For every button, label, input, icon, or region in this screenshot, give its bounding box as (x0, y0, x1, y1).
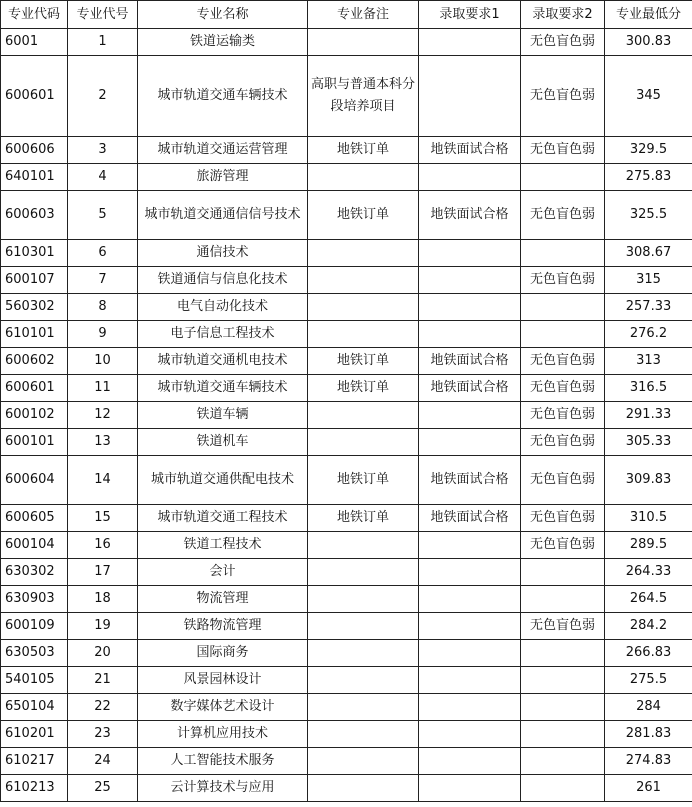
cell-requirement-2: 无色盲色弱 (521, 375, 605, 402)
cell-requirement-1 (419, 613, 521, 640)
cell-major-code: 6001 (1, 29, 68, 56)
cell-major-number: 24 (68, 748, 138, 775)
cell-major-note (308, 429, 419, 456)
cell-major-name: 城市轨道交通供配电技术 (138, 456, 308, 505)
cell-major-code: 600603 (1, 191, 68, 240)
cell-major-name: 数字媒体艺术设计 (138, 694, 308, 721)
cell-major-code: 600104 (1, 532, 68, 559)
header-row (1, 1, 692, 29)
cell-requirement-2: 无色盲色弱 (521, 429, 605, 456)
cell-requirement-2 (521, 640, 605, 667)
cell-major-number: 2 (68, 56, 138, 137)
cell-major-name: 物流管理 (138, 586, 308, 613)
table-row (1, 667, 692, 694)
cell-min-score: 345 (605, 56, 692, 137)
cell-requirement-2 (521, 164, 605, 191)
cell-major-code: 600107 (1, 267, 68, 294)
cell-requirement-1 (419, 775, 521, 802)
cell-major-note (308, 402, 419, 429)
table-row (1, 586, 692, 613)
cell-major-number: 16 (68, 532, 138, 559)
cell-requirement-2: 无色盲色弱 (521, 29, 605, 56)
header-major-note: 专业备注 (308, 1, 419, 29)
table-row (1, 375, 692, 402)
cell-min-score: 281.83 (605, 721, 692, 748)
header-major-number: 专业代号 (68, 1, 138, 29)
cell-major-note (308, 559, 419, 586)
cell-requirement-1 (419, 586, 521, 613)
cell-requirement-1 (419, 294, 521, 321)
cell-requirement-1: 地铁面试合格 (419, 191, 521, 240)
cell-min-score: 313 (605, 348, 692, 375)
cell-requirement-2: 无色盲色弱 (521, 267, 605, 294)
cell-major-name: 会计 (138, 559, 308, 586)
cell-major-name: 城市轨道交通车辆技术 (138, 375, 308, 402)
cell-major-number: 10 (68, 348, 138, 375)
cell-major-name: 城市轨道交通车辆技术 (138, 56, 308, 137)
cell-requirement-2 (521, 748, 605, 775)
cell-major-note (308, 613, 419, 640)
cell-min-score: 276.2 (605, 321, 692, 348)
cell-min-score: 316.5 (605, 375, 692, 402)
cell-major-code: 610213 (1, 775, 68, 802)
cell-min-score: 261 (605, 775, 692, 802)
cell-major-name: 通信技术 (138, 240, 308, 267)
cell-min-score: 325.5 (605, 191, 692, 240)
cell-min-score: 264.5 (605, 586, 692, 613)
cell-requirement-2: 无色盲色弱 (521, 402, 605, 429)
header-major-name: 专业名称 (138, 1, 308, 29)
cell-major-code: 610201 (1, 721, 68, 748)
cell-major-note: 地铁订单 (308, 348, 419, 375)
cell-major-number: 19 (68, 613, 138, 640)
cell-major-code: 600109 (1, 613, 68, 640)
cell-major-number: 14 (68, 456, 138, 505)
cell-major-name: 城市轨道交通工程技术 (138, 505, 308, 532)
cell-major-name: 城市轨道交通通信信号技术 (138, 191, 308, 240)
cell-requirement-2 (521, 586, 605, 613)
cell-major-number: 15 (68, 505, 138, 532)
table-row (1, 429, 692, 456)
table-row (1, 721, 692, 748)
table-row (1, 267, 692, 294)
cell-major-note (308, 775, 419, 802)
cell-requirement-2 (521, 721, 605, 748)
cell-major-code: 600604 (1, 456, 68, 505)
cell-major-code: 650104 (1, 694, 68, 721)
cell-requirement-1 (419, 321, 521, 348)
cell-min-score: 266.83 (605, 640, 692, 667)
cell-requirement-1 (419, 240, 521, 267)
cell-major-name: 铁道工程技术 (138, 532, 308, 559)
table-row (1, 613, 692, 640)
cell-requirement-2: 无色盲色弱 (521, 56, 605, 137)
cell-min-score: 305.33 (605, 429, 692, 456)
cell-requirement-2 (521, 294, 605, 321)
cell-min-score: 300.83 (605, 29, 692, 56)
cell-major-number: 6 (68, 240, 138, 267)
cell-requirement-1 (419, 429, 521, 456)
table-row (1, 348, 692, 375)
cell-min-score: 309.83 (605, 456, 692, 505)
cell-major-number: 23 (68, 721, 138, 748)
table-row (1, 532, 692, 559)
cell-major-number: 8 (68, 294, 138, 321)
cell-major-name: 城市轨道交通运营管理 (138, 137, 308, 164)
cell-major-name: 电子信息工程技术 (138, 321, 308, 348)
cell-major-name: 云计算技术与应用 (138, 775, 308, 802)
cell-major-note (308, 240, 419, 267)
cell-requirement-1 (419, 640, 521, 667)
cell-major-code: 600601 (1, 375, 68, 402)
table-row (1, 294, 692, 321)
cell-major-code: 600606 (1, 137, 68, 164)
table-row (1, 559, 692, 586)
cell-min-score: 315 (605, 267, 692, 294)
cell-min-score: 310.5 (605, 505, 692, 532)
cell-major-number: 20 (68, 640, 138, 667)
table-row (1, 694, 692, 721)
cell-requirement-1 (419, 694, 521, 721)
cell-major-number: 11 (68, 375, 138, 402)
cell-major-number: 13 (68, 429, 138, 456)
cell-requirement-2: 无色盲色弱 (521, 532, 605, 559)
cell-major-note: 地铁订单 (308, 375, 419, 402)
cell-major-note: 地铁订单 (308, 505, 419, 532)
cell-major-name: 国际商务 (138, 640, 308, 667)
cell-major-code: 560302 (1, 294, 68, 321)
cell-requirement-2: 无色盲色弱 (521, 191, 605, 240)
cell-major-code: 600101 (1, 429, 68, 456)
cell-requirement-2: 无色盲色弱 (521, 137, 605, 164)
cell-requirement-1: 地铁面试合格 (419, 348, 521, 375)
cell-major-code: 600605 (1, 505, 68, 532)
table-row (1, 321, 692, 348)
table-row (1, 137, 692, 164)
table-row (1, 164, 692, 191)
cell-requirement-2 (521, 321, 605, 348)
cell-requirement-1 (419, 559, 521, 586)
cell-major-name: 铁道机车 (138, 429, 308, 456)
cell-major-note: 高职与普通本科分段培养项目 (308, 56, 419, 137)
table-row (1, 191, 692, 240)
cell-min-score: 275.83 (605, 164, 692, 191)
cell-major-note: 地铁订单 (308, 191, 419, 240)
cell-major-name: 铁道通信与信息化技术 (138, 267, 308, 294)
cell-major-number: 7 (68, 267, 138, 294)
cell-requirement-2 (521, 775, 605, 802)
table-row (1, 456, 692, 505)
cell-major-number: 18 (68, 586, 138, 613)
cell-major-name: 风景园林设计 (138, 667, 308, 694)
cell-major-note (308, 694, 419, 721)
cell-min-score: 257.33 (605, 294, 692, 321)
cell-major-number: 9 (68, 321, 138, 348)
cell-major-number: 3 (68, 137, 138, 164)
cell-min-score: 289.5 (605, 532, 692, 559)
header-requirement-1: 录取要求1 (419, 1, 521, 29)
cell-major-code: 600102 (1, 402, 68, 429)
cell-major-name: 铁道运输类 (138, 29, 308, 56)
cell-major-code: 540105 (1, 667, 68, 694)
cell-major-number: 22 (68, 694, 138, 721)
cell-requirement-2 (521, 240, 605, 267)
cell-requirement-1 (419, 402, 521, 429)
cell-major-name: 电气自动化技术 (138, 294, 308, 321)
header-requirement-2: 录取要求2 (521, 1, 605, 29)
cell-major-note (308, 748, 419, 775)
cell-min-score: 274.83 (605, 748, 692, 775)
table-row (1, 240, 692, 267)
cell-requirement-2: 无色盲色弱 (521, 613, 605, 640)
cell-major-number: 21 (68, 667, 138, 694)
cell-major-note (308, 667, 419, 694)
cell-major-code: 600601 (1, 56, 68, 137)
cell-requirement-1 (419, 56, 521, 137)
cell-major-note (308, 267, 419, 294)
cell-major-number: 4 (68, 164, 138, 191)
cell-requirement-1 (419, 748, 521, 775)
cell-major-note (308, 294, 419, 321)
table-row (1, 775, 692, 802)
cell-min-score: 275.5 (605, 667, 692, 694)
cell-major-note: 地铁订单 (308, 137, 419, 164)
cell-major-name: 铁道车辆 (138, 402, 308, 429)
cell-min-score: 264.33 (605, 559, 692, 586)
cell-requirement-1: 地铁面试合格 (419, 456, 521, 505)
cell-major-name: 计算机应用技术 (138, 721, 308, 748)
cell-major-code: 630903 (1, 586, 68, 613)
cell-major-code: 610101 (1, 321, 68, 348)
table-row (1, 56, 692, 137)
cell-major-code: 630503 (1, 640, 68, 667)
cell-major-number: 25 (68, 775, 138, 802)
cell-major-code: 640101 (1, 164, 68, 191)
cell-major-note (308, 532, 419, 559)
cell-requirement-2: 无色盲色弱 (521, 505, 605, 532)
cell-major-name: 城市轨道交通机电技术 (138, 348, 308, 375)
cell-major-code: 610217 (1, 748, 68, 775)
cell-requirement-1 (419, 29, 521, 56)
cell-major-name: 人工智能技术服务 (138, 748, 308, 775)
cell-major-number: 12 (68, 402, 138, 429)
cell-major-note (308, 29, 419, 56)
cell-major-code: 600602 (1, 348, 68, 375)
cell-major-note: 地铁订单 (308, 456, 419, 505)
cell-min-score: 308.67 (605, 240, 692, 267)
header-min-score: 专业最低分 (605, 1, 692, 29)
cell-major-note (308, 721, 419, 748)
cell-major-note (308, 586, 419, 613)
cell-major-name: 铁路物流管理 (138, 613, 308, 640)
cell-requirement-2 (521, 667, 605, 694)
cell-requirement-1 (419, 721, 521, 748)
cell-major-note (308, 640, 419, 667)
cell-major-note (308, 321, 419, 348)
cell-requirement-1 (419, 267, 521, 294)
cell-major-code: 610301 (1, 240, 68, 267)
cell-major-number: 5 (68, 191, 138, 240)
cell-major-name: 旅游管理 (138, 164, 308, 191)
table-row (1, 640, 692, 667)
cell-requirement-2: 无色盲色弱 (521, 348, 605, 375)
cell-major-note (308, 164, 419, 191)
table-row (1, 402, 692, 429)
cell-major-number: 17 (68, 559, 138, 586)
cell-requirement-1: 地铁面试合格 (419, 137, 521, 164)
cell-requirement-1 (419, 164, 521, 191)
cell-major-code: 630302 (1, 559, 68, 586)
cell-requirement-2: 无色盲色弱 (521, 456, 605, 505)
cell-requirement-1: 地铁面试合格 (419, 375, 521, 402)
cell-min-score: 284.2 (605, 613, 692, 640)
cell-requirement-1 (419, 532, 521, 559)
cell-requirement-1: 地铁面试合格 (419, 505, 521, 532)
table-row (1, 505, 692, 532)
header-major-code: 专业代码 (1, 1, 68, 29)
cell-requirement-2 (521, 694, 605, 721)
cell-major-number: 1 (68, 29, 138, 56)
cell-min-score: 329.5 (605, 137, 692, 164)
cell-min-score: 291.33 (605, 402, 692, 429)
cell-min-score: 284 (605, 694, 692, 721)
cell-requirement-2 (521, 559, 605, 586)
table-row (1, 29, 692, 56)
cell-requirement-1 (419, 667, 521, 694)
table-row (1, 748, 692, 775)
